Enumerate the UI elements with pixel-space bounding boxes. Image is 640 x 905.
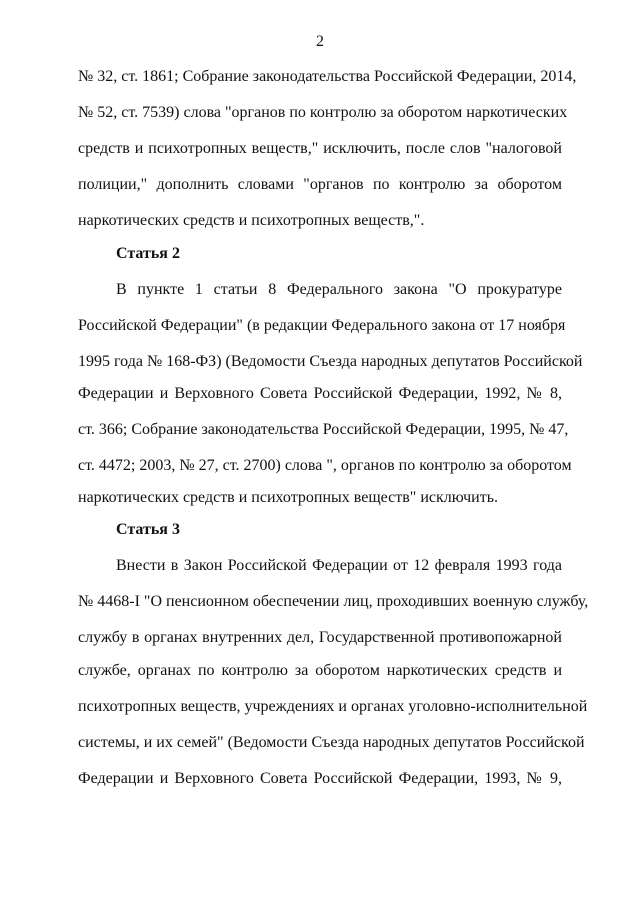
page-number: 2 xyxy=(316,33,324,50)
paragraph-line: средств и психотропных веществ," исключить, после слов "налоговой xyxy=(78,140,562,157)
paragraph-line: № 4468-I "О пенсионном обеспечении лиц, проходивших военную службу, xyxy=(78,593,589,610)
paragraph-line: Внести в Закон Российской Федерации от 12 февраля 1993 года xyxy=(116,557,562,574)
paragraph-line: службу в органах внутренних дел, Государственной противопожарной xyxy=(78,629,562,646)
paragraph-line: системы, и их семей" (Ведомости Съезда народных депутатов Российской xyxy=(78,734,585,751)
paragraph-line: наркотических средств и психотропных веществ,". xyxy=(78,212,425,229)
article-heading: Статья 2 xyxy=(116,245,180,262)
paragraph-line: 1995 года № 168-ФЗ) (Ведомости Съезда народных депутатов Российской xyxy=(78,353,583,370)
paragraph-line: № 32, ст. 1861; Собрание законодательства Российской Федерации, 2014, xyxy=(78,68,577,85)
paragraph-line: Федерации и Верховного Совета Российской Федерации, 1993, № 9, xyxy=(78,770,562,787)
paragraph-line: В пункте 1 статьи 8 Федерального закона "О прокуратуре xyxy=(116,281,562,298)
paragraph-line: Федерации и Верховного Совета Российской Федерации, 1992, № 8, xyxy=(78,385,562,402)
paragraph-line: психотропных веществ, учреждениях и органах уголовно-исполнительной xyxy=(78,698,588,715)
paragraph-line: службе, органах по контролю за оборотом наркотических средств и xyxy=(78,662,562,679)
paragraph-line: Российской Федерации" (в редакции Федерального закона от 17 ноября xyxy=(78,317,566,334)
paragraph-line: наркотических средств и психотропных веществ" исключить. xyxy=(78,489,498,506)
paragraph-line: ст. 4472; 2003, № 27, ст. 2700) слова ", органов по контролю за оборотом xyxy=(78,457,572,474)
article-heading: Статья 3 xyxy=(116,521,180,538)
paragraph-line: № 52, ст. 7539) слова "органов по контролю за оборотом наркотических xyxy=(78,104,568,121)
paragraph-line: полиции," дополнить словами "органов по контролю за оборотом xyxy=(78,176,562,193)
paragraph-line: ст. 366; Собрание законодательства Российской Федерации, 1995, № 47, xyxy=(78,421,569,438)
